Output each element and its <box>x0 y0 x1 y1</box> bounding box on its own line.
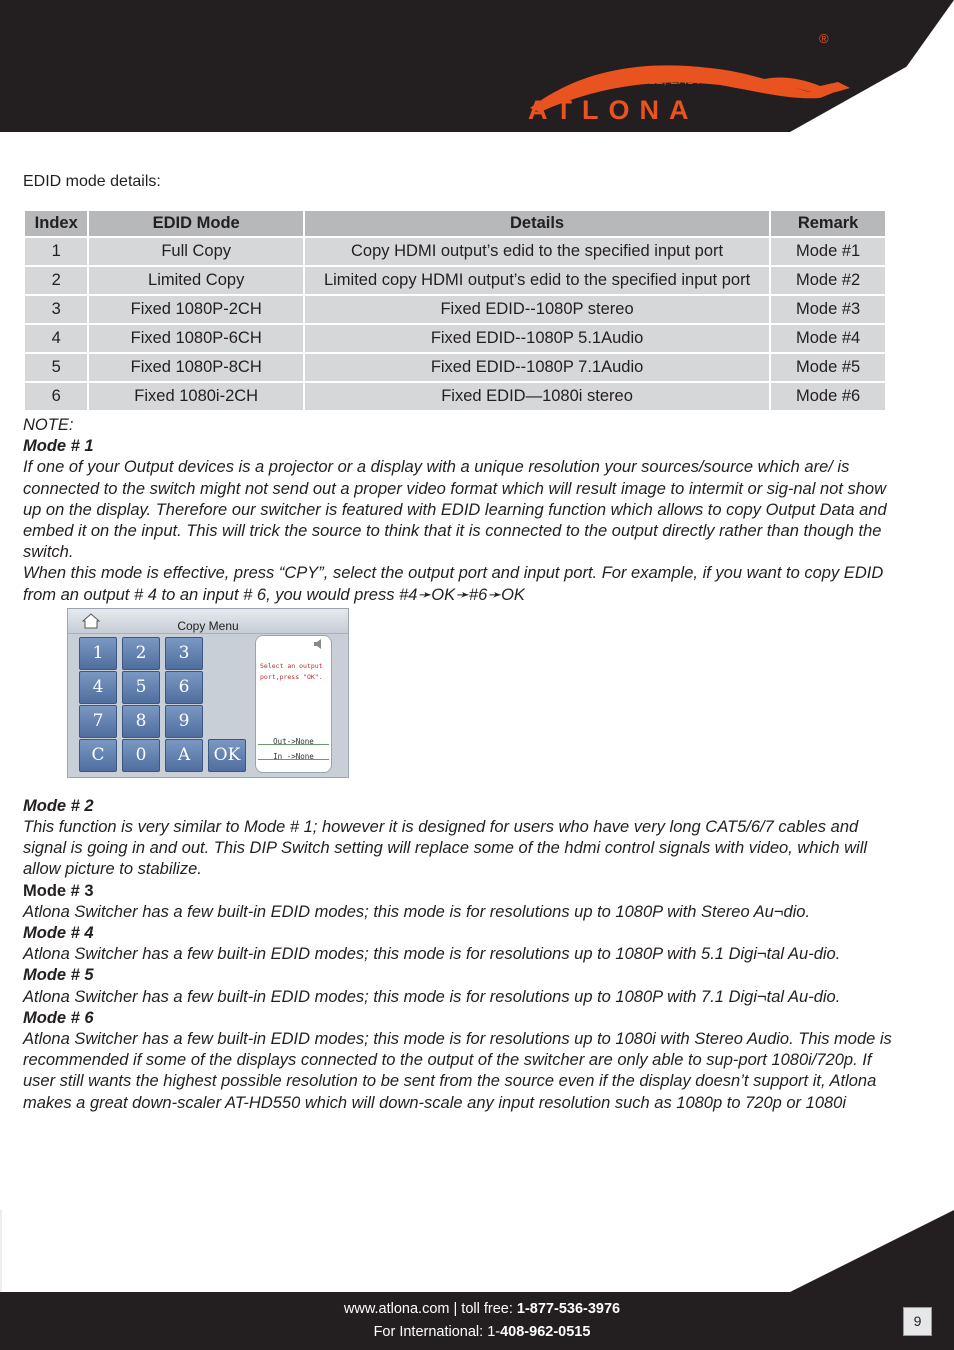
mode3-title: Mode # 3 <box>23 881 94 900</box>
footer-line1 <box>0 1301 954 1317</box>
table-cell: Limited copy HDMI output’s edid to the specified input port <box>305 267 769 294</box>
page-footer <box>0 1292 954 1350</box>
table-cell: Fixed 1080i-2CH <box>89 383 303 410</box>
copy-menu-title: Copy Menu <box>177 619 239 633</box>
key-3[interactable]: 3 <box>165 637 203 670</box>
key-5[interactable]: 5 <box>122 671 160 704</box>
table-cell: Limited Copy <box>89 267 303 294</box>
table-cell: Mode #3 <box>771 296 885 323</box>
mode4-title: Mode # 4 <box>23 924 94 943</box>
mode6-title: Mode # 6 <box>23 1008 94 1027</box>
brand-tagline: SIMPLE, EASY <box>620 73 703 87</box>
key-ok[interactable]: OK <box>208 739 246 772</box>
mode4-text: Atlona Switcher has a few built-in EDID modes; this mode is for resolutions up to 1080P with 5.1 Digi¬tal Au-dio. <box>23 945 841 964</box>
key-7[interactable]: 7 <box>79 705 117 738</box>
mode5-title: Mode # 5 <box>23 966 94 985</box>
table-cell: Fixed 1080P-6CH <box>89 325 303 352</box>
table-row <box>25 383 885 410</box>
table-row <box>25 238 885 265</box>
table-cell: Copy HDMI output’s edid to the specified input port <box>305 238 769 265</box>
lcd-out-label: Out->None <box>273 737 314 746</box>
table-cell: Mode #5 <box>771 354 885 381</box>
speaker-icon <box>313 639 325 649</box>
edid-mode-table <box>23 209 887 412</box>
key-4[interactable]: 4 <box>79 671 117 704</box>
table-row <box>25 325 885 352</box>
table-cell: Mode #2 <box>771 267 885 294</box>
key-0[interactable]: 0 <box>122 739 160 772</box>
table-header-row <box>25 211 885 236</box>
mode1-text2: When this mode is effective, press “CPY”, select the output port and input port. For example, if you want to copy EDID from an output # 4 to an input # 6, you would press #4➛OK➛#6➛OK <box>23 564 884 604</box>
table-cell: Fixed 1080P-8CH <box>89 354 303 381</box>
note-label: NOTE: <box>23 416 74 434</box>
table-row <box>25 267 885 294</box>
key-2[interactable]: 2 <box>122 637 160 670</box>
table-header-cell: Index <box>25 211 87 236</box>
page-number: 9 <box>903 1307 932 1336</box>
table-cell: 5 <box>25 354 87 381</box>
brand-name: ATLONA <box>528 95 699 125</box>
lcd-in-label: In ->None <box>273 752 314 761</box>
table-cell: 1 <box>25 238 87 265</box>
table-cell: Fixed EDID—1080i stereo <box>305 383 769 410</box>
table-cell: Fixed EDID--1080P 7.1Audio <box>305 354 769 381</box>
mode3-text: Atlona Switcher has a few built-in EDID modes; this mode is for resolutions up to 1080P with Stereo Au¬dio. <box>23 902 811 921</box>
footer-intl-prefix: For International: 1- <box>373 1324 501 1340</box>
section-intro: EDID mode details: <box>23 173 161 190</box>
lcd-message: Select an output port,press "OK". <box>260 662 323 681</box>
table-cell: 2 <box>25 267 87 294</box>
mode1-text: If one of your Output devices is a projector or a display with a unique resolution your sources/source which are/ is connected to the switch might not send out a proper video format which will result image to intermit or sig-nal not show up on the display. Therefore our switcher is featured with EDID learning function which allows to copy Output Data and embed it on the input. This will trick the source to think that it is connected to the output directly rather than though the switch. <box>23 458 887 562</box>
table-cell: 4 <box>25 325 87 352</box>
copy-menu-panel <box>67 608 349 778</box>
table-cell: 3 <box>25 296 87 323</box>
table-cell: Fixed EDID--1080P 5.1Audio <box>305 325 769 352</box>
key-1[interactable]: 1 <box>79 637 117 670</box>
footer-intl-number: 408-962-0515 <box>500 1324 591 1340</box>
key-a[interactable]: A <box>165 739 203 772</box>
mode5-text: Atlona Switcher has a few built-in EDID modes; this mode is for resolutions up to 1080P with 7.1 Digi¬tal Au-dio. <box>23 987 841 1006</box>
mode1-title: Mode # 1 <box>23 437 94 456</box>
footer-toll-free: 1-877-536-3976 <box>516 1301 621 1317</box>
table-header-cell: EDID Mode <box>89 211 303 236</box>
footer-line2 <box>0 1324 954 1340</box>
registered-mark: ® <box>819 31 829 46</box>
table-row <box>25 354 885 381</box>
table-cell: Full Copy <box>89 238 303 265</box>
table-cell: Mode #6 <box>771 383 885 410</box>
table-header-cell: Remark <box>771 211 885 236</box>
table-cell: Fixed EDID--1080P stereo <box>305 296 769 323</box>
mode2-text: This function is very similar to Mode # 1; however it is designed for users who have very long CAT5/6/7 cables and signal is going in and out. This DIP Switch setting will replace some of the hdmi control signals with video, which will allow picture to stabilize. <box>23 818 868 879</box>
table-cell: Mode #1 <box>771 238 885 265</box>
table-cell: Mode #4 <box>771 325 885 352</box>
footer-separator: | toll free: <box>449 1301 517 1317</box>
table-cell: Fixed 1080P-2CH <box>89 296 303 323</box>
copy-menu-bar <box>68 609 348 634</box>
footer-website[interactable]: www.atlona.com <box>343 1301 450 1317</box>
lcd-screen <box>255 635 332 773</box>
table-header-cell: Details <box>305 211 769 236</box>
mode6-text: Atlona Switcher has a few built-in EDID modes; this mode is for resolutions up to 1080i with Stereo Audio. This mode is recommended if some of the displays connected to the output of the switcher are only able to sup-port 1080i/720p. If user still wants the highest possible resolution to be sent from the source even if the display doesn’t support it, Atlona makes a great down-scaler AT-HD550 which will down-scale any input resolution such as 1080p to 720p or 1080i <box>23 1030 892 1112</box>
key-9[interactable]: 9 <box>165 705 203 738</box>
key-c[interactable]: C <box>79 739 117 772</box>
key-6[interactable]: 6 <box>165 671 203 704</box>
table-row <box>25 296 885 323</box>
key-8[interactable]: 8 <box>122 705 160 738</box>
mode2-title: Mode # 2 <box>23 796 94 815</box>
page-header <box>0 0 954 132</box>
table-cell: 6 <box>25 383 87 410</box>
